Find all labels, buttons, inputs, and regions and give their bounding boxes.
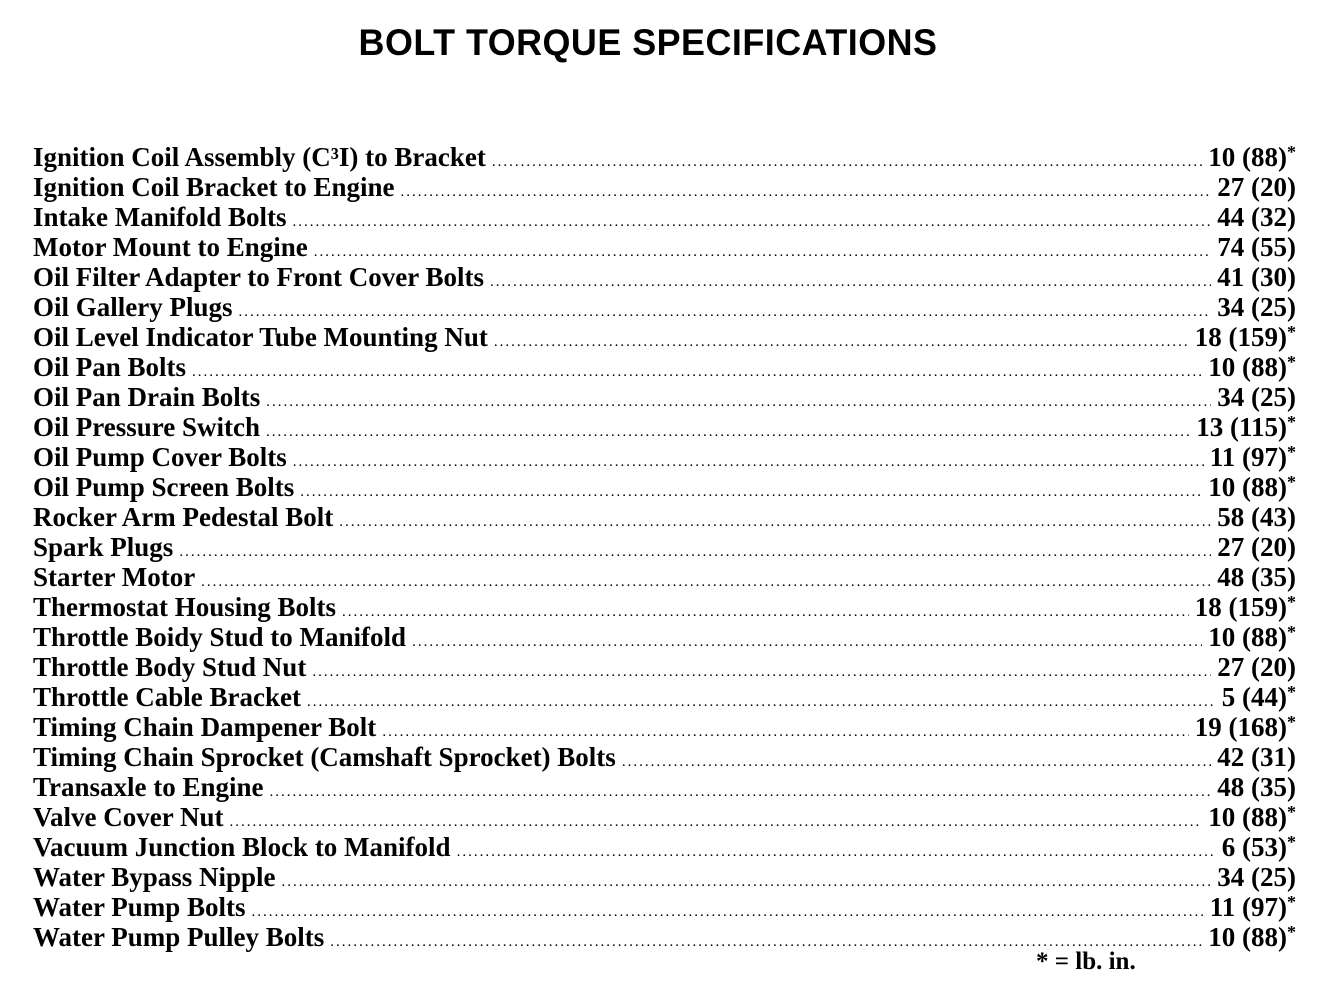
dot-leader bbox=[307, 687, 1216, 717]
lb-in-marker: * bbox=[1287, 832, 1296, 852]
dot-leader bbox=[401, 177, 1212, 207]
torque-value-text: 44 (32) bbox=[1217, 202, 1296, 232]
torque-value-text: 11 (97) bbox=[1209, 442, 1287, 472]
torque-value-text: 74 (55) bbox=[1217, 232, 1296, 262]
spec-item-name: Oil Filter Adapter to Front Cover Bolts bbox=[33, 262, 484, 292]
torque-value-text: 6 (53) bbox=[1221, 832, 1287, 862]
spec-item-name: Intake Manifold Bolts bbox=[33, 202, 287, 232]
spec-item-name: Oil Pump Screen Bolts bbox=[33, 472, 295, 502]
lb-in-marker: * bbox=[1287, 682, 1296, 702]
torque-value-text: 10 (88) bbox=[1208, 142, 1287, 172]
torque-value-text: 27 (20) bbox=[1217, 172, 1296, 202]
lb-in-marker: * bbox=[1287, 802, 1296, 822]
dot-leader bbox=[192, 357, 1202, 387]
spec-item-name: Throttle Boidy Stud to Manifold bbox=[33, 622, 407, 652]
torque-value-text: 10 (88) bbox=[1208, 802, 1287, 832]
spec-torque-value bbox=[1202, 917, 1296, 952]
spec-item-name: Oil Pan Drain Bolts bbox=[33, 382, 261, 412]
torque-value-text: 58 (43) bbox=[1217, 502, 1296, 532]
torque-value-text: 18 (159) bbox=[1194, 592, 1287, 622]
torque-value-text: 34 (25) bbox=[1217, 382, 1296, 412]
torque-value-text: 42 (31) bbox=[1217, 742, 1296, 772]
dot-leader bbox=[622, 747, 1211, 777]
spec-item-name: Oil Pump Cover Bolts bbox=[33, 442, 287, 472]
lb-in-marker: * bbox=[1287, 622, 1296, 642]
dot-leader bbox=[492, 147, 1202, 177]
spec-item-name: Timing Chain Sprocket (Camshaft Sprocket) Bolts bbox=[33, 742, 616, 772]
spec-item-name: Starter Motor bbox=[33, 562, 196, 592]
lb-in-marker: * bbox=[1287, 442, 1296, 462]
spec-item-name: Rocker Arm Pedestal Bolt bbox=[33, 502, 334, 532]
lb-in-marker: * bbox=[1287, 592, 1296, 612]
dot-leader bbox=[282, 867, 1212, 897]
spec-row bbox=[33, 137, 1296, 172]
torque-value-text: 27 (20) bbox=[1217, 532, 1296, 562]
page-title: BOLT TORQUE SPECIFICATIONS bbox=[358, 22, 938, 63]
dot-leader bbox=[312, 657, 1211, 687]
spec-item-name: Transaxle to Engine bbox=[33, 772, 264, 802]
dot-leader bbox=[490, 267, 1211, 297]
spec-item-name: Vacuum Junction Block to Manifold bbox=[33, 832, 451, 862]
dot-leader bbox=[342, 597, 1189, 627]
spec-item-name: Spark Plugs bbox=[33, 532, 174, 562]
spec-item-name: Oil Pan Bolts bbox=[33, 352, 187, 382]
torque-value-text: 10 (88) bbox=[1208, 622, 1287, 652]
spec-item-name: Oil Pressure Switch bbox=[33, 412, 260, 442]
spec-item-name: Oil Level Indicator Tube Mounting Nut bbox=[33, 322, 488, 352]
dot-leader bbox=[252, 897, 1204, 927]
spec-item-name: Timing Chain Dampener Bolt bbox=[33, 712, 377, 742]
footnote: * = lb. in. bbox=[1036, 948, 1136, 975]
lb-in-marker: * bbox=[1287, 472, 1296, 492]
torque-value-text: 41 (30) bbox=[1217, 262, 1296, 292]
spec-item-name: Motor Mount to Engine bbox=[33, 232, 308, 262]
spec-item-name: Ignition Coil Assembly (C³I) to Bracket bbox=[33, 142, 486, 172]
lb-in-marker: * bbox=[1287, 322, 1296, 342]
lb-in-marker: * bbox=[1287, 892, 1296, 912]
dot-leader bbox=[201, 567, 1211, 597]
torque-value-text: 48 (35) bbox=[1217, 772, 1296, 802]
torque-value-text: 11 (97) bbox=[1209, 892, 1287, 922]
lb-in-marker: * bbox=[1287, 412, 1296, 432]
spec-item-name: Oil Gallery Plugs bbox=[33, 292, 233, 322]
spec-item-name: Ignition Coil Bracket to Engine bbox=[33, 172, 395, 202]
dot-leader bbox=[266, 387, 1211, 417]
dot-leader bbox=[412, 627, 1202, 657]
spec-item-name: Water Bypass Nipple bbox=[33, 862, 276, 892]
torque-value-text: 19 (168) bbox=[1194, 712, 1287, 742]
dot-leader bbox=[457, 837, 1216, 867]
torque-value-text: 10 (88) bbox=[1208, 472, 1287, 502]
torque-spec-list bbox=[33, 137, 1296, 952]
spec-item-name: Water Pump Pulley Bolts bbox=[33, 922, 325, 952]
spec-item-name: Thermostat Housing Bolts bbox=[33, 592, 337, 622]
lb-in-marker: * bbox=[1287, 922, 1296, 942]
torque-value-text: 18 (159) bbox=[1194, 322, 1287, 352]
spec-item-name: Valve Cover Nut bbox=[33, 802, 224, 832]
torque-value-text: 5 (44) bbox=[1221, 682, 1287, 712]
lb-in-marker: * bbox=[1287, 352, 1296, 372]
dot-leader bbox=[300, 477, 1202, 507]
lb-in-marker: * bbox=[1287, 142, 1296, 162]
torque-value-text: 48 (35) bbox=[1217, 562, 1296, 592]
dot-leader bbox=[266, 417, 1190, 447]
torque-value-text: 10 (88) bbox=[1208, 922, 1287, 952]
lb-in-marker: * bbox=[1287, 712, 1296, 732]
dot-leader bbox=[339, 507, 1211, 537]
torque-value-text: 13 (115) bbox=[1196, 412, 1287, 442]
spec-item-name: Water Pump Bolts bbox=[33, 892, 246, 922]
dot-leader bbox=[293, 447, 1204, 477]
dot-leader bbox=[270, 777, 1212, 807]
spec-item-name: Throttle Body Stud Nut bbox=[33, 652, 307, 682]
torque-value-text: 27 (20) bbox=[1217, 652, 1296, 682]
torque-value-text: 34 (25) bbox=[1217, 292, 1296, 322]
dot-leader bbox=[293, 207, 1212, 237]
dot-leader bbox=[494, 327, 1189, 357]
torque-value-text: 10 (88) bbox=[1208, 352, 1287, 382]
spec-item-name: Throttle Cable Bracket bbox=[33, 682, 301, 712]
dot-leader bbox=[179, 537, 1211, 567]
torque-value-text: 34 (25) bbox=[1217, 862, 1296, 892]
